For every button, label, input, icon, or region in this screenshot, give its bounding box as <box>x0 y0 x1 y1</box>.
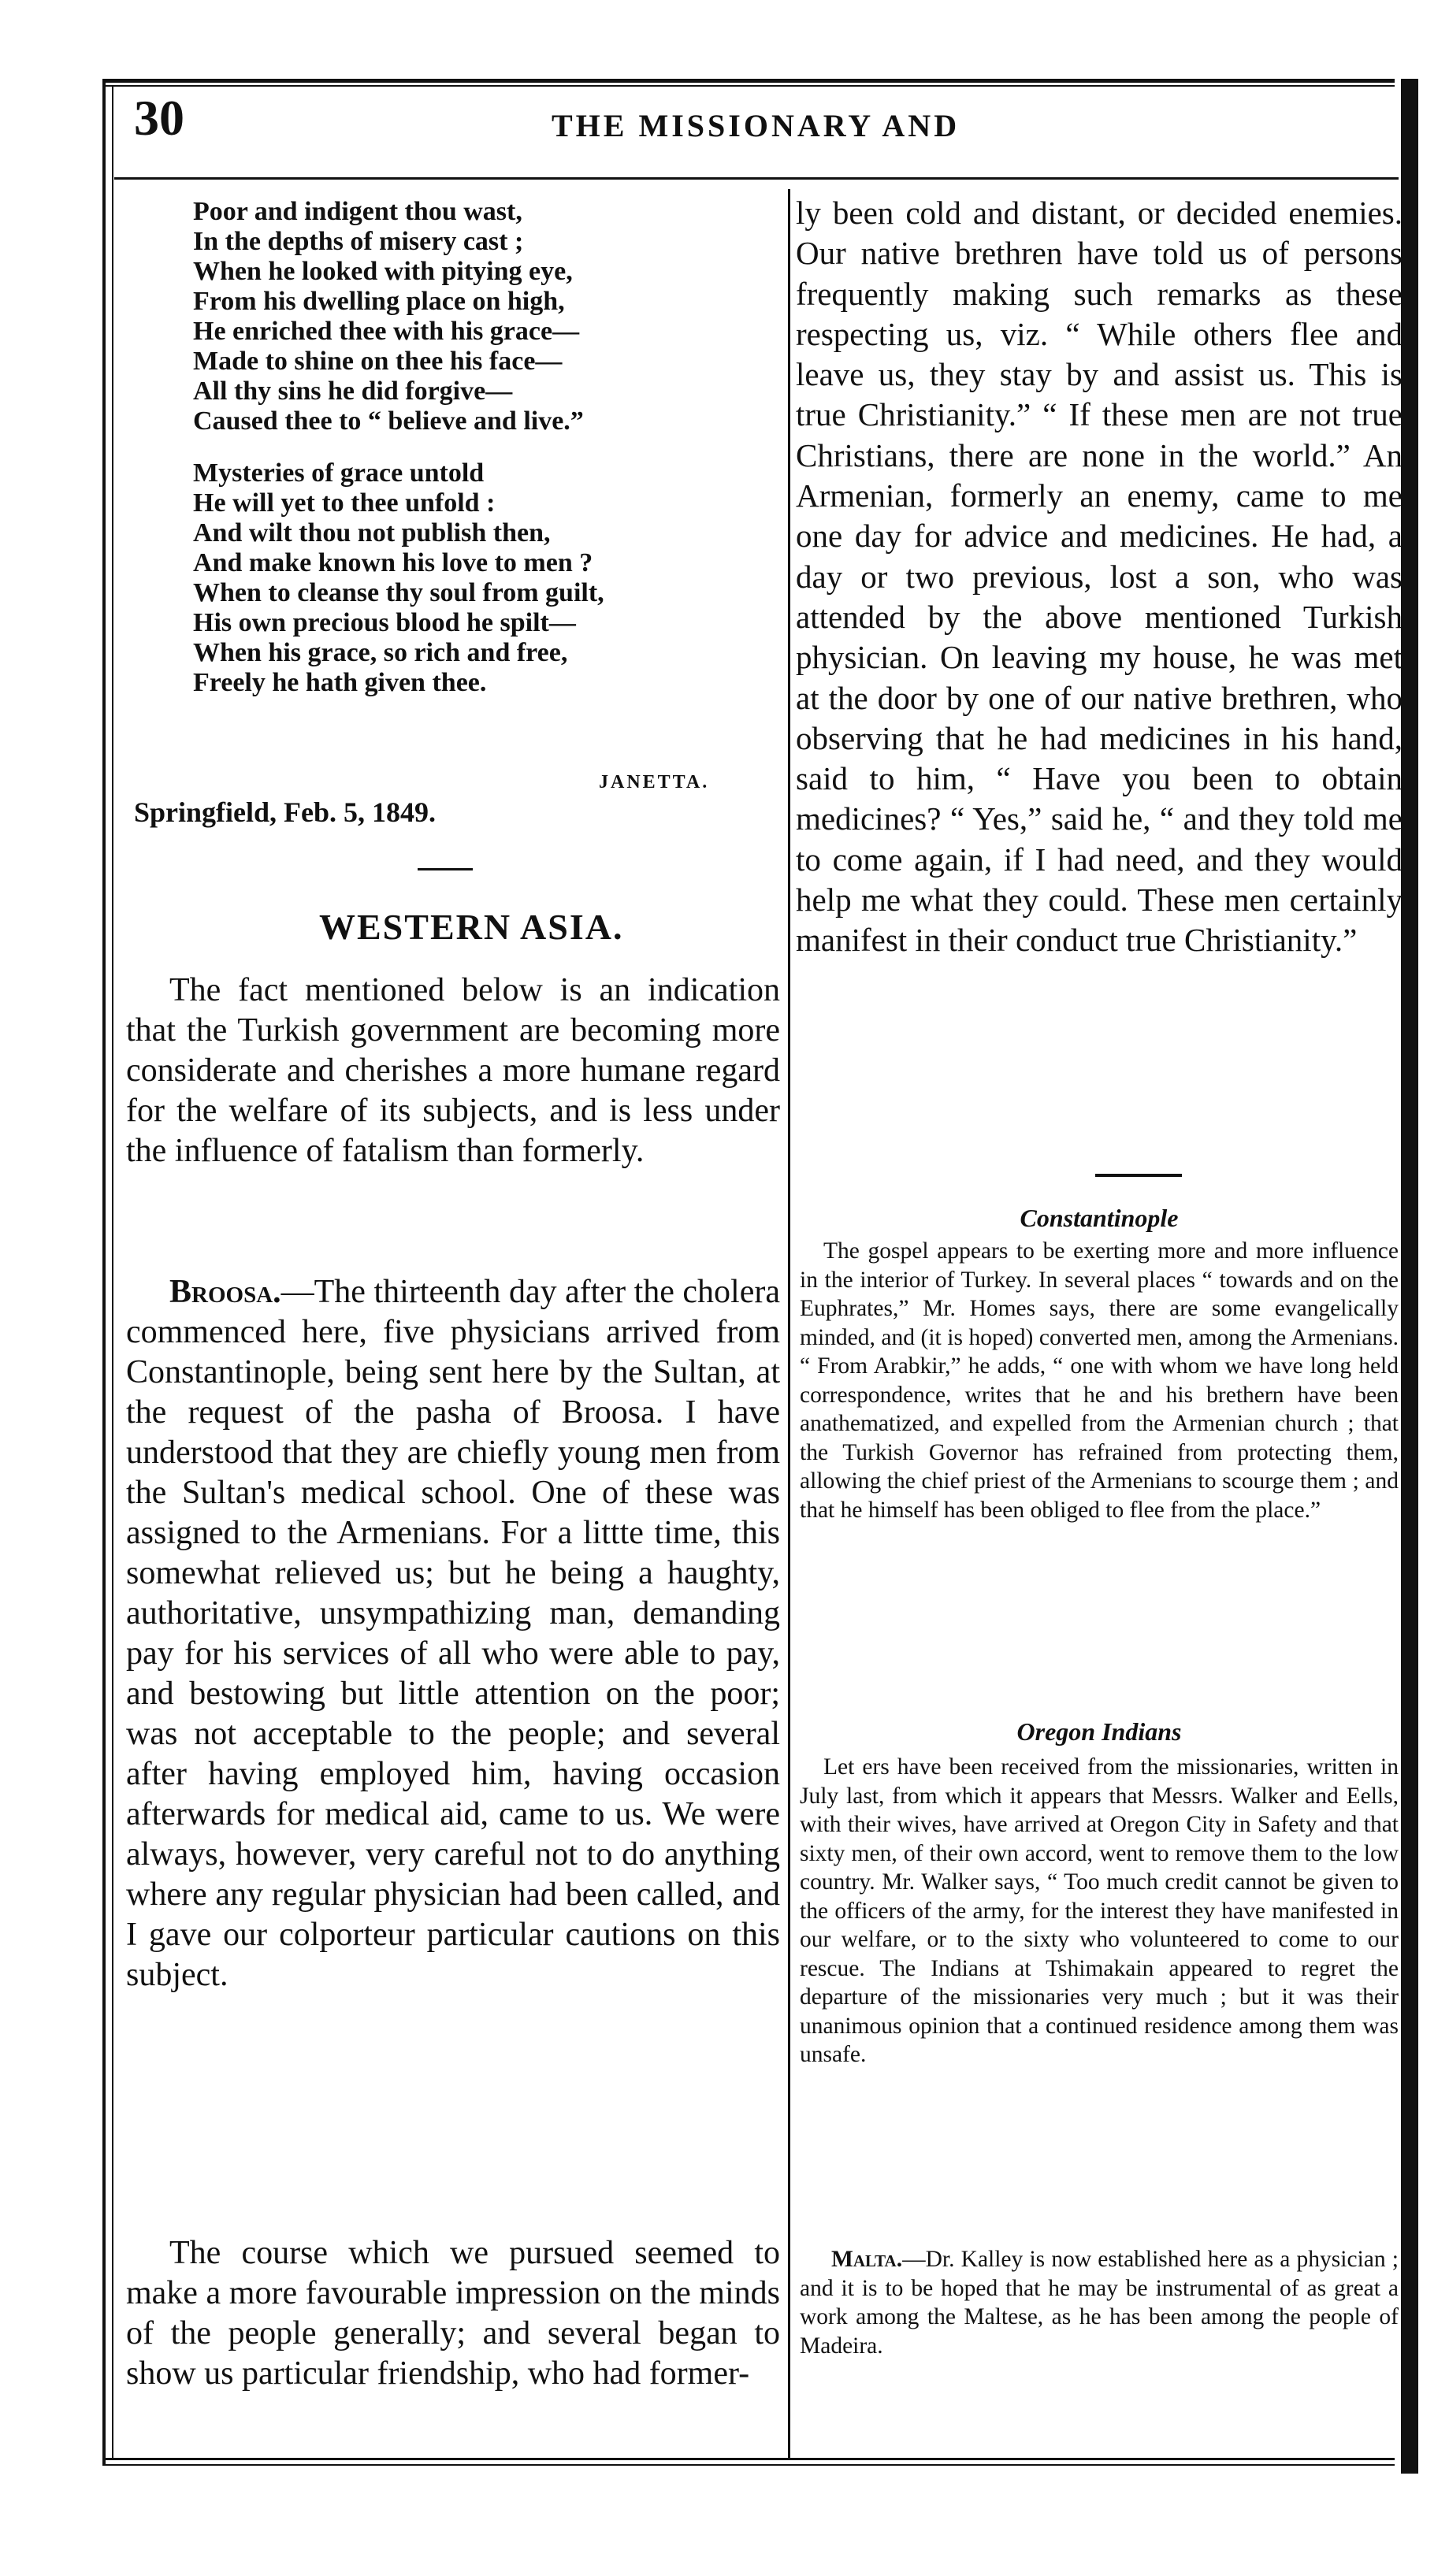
top-rule <box>102 79 1395 83</box>
broosa-body: —The thirteenth day after the cholera commenced here, five physicians arrived from Constantinople, being sent here by the Sultan, at the request of the pasha of Broosa. I have understood that they are chiefly young men from the Sultan's medical school. One of these was assigned to the Armenians. For a littte time, this somewhat relieved us; but he being a haughty, authoritative, unsympathizing man, demanding pay for his services of all who were able to pay, and bestowing but little attention on the poor; was not acceptable to the people; and several after having employed him, having occasion afterwards for medical aid, came to us. We were always, however, very careful not to do anything where any regular physician had been called, and I gave our colporteur particular cautions on this subject. <box>126 1274 780 1993</box>
poem-line: And wilt thou not publish then, <box>193 518 551 547</box>
poem-line: Caused thee to “ believe and live.” <box>193 406 584 436</box>
poem-line: All thy sins he did forgive— <box>193 377 513 406</box>
page-number: 30 <box>134 90 184 146</box>
broosa-lead: Broosa. <box>169 1274 281 1310</box>
oregon-text: Let ers have been received from the missionaries, written in July last, from which it appears that Messrs. Walker and Eells, with their wives, have arrived at Oregon City in Safety and that sixty men, of their own accord, went to remove them to the low country. Mr. Walker says, “ Too much credit cannot be given to the officers of the army, for the interest they have manifested in our welfare, or to the sixty who volunteered to come to our rescue. The Indians at Tshimakain appeared to regret the departure of the missionaries very much ; but it was their unanimous opinion that a continued residence among them was unsafe. <box>800 1754 1399 2067</box>
column-divider <box>788 189 790 2458</box>
right-separator <box>1095 1174 1182 1177</box>
bottom-rule-thin <box>102 2464 1395 2466</box>
right-edge-shadow <box>1401 79 1418 2474</box>
constantinople-text: The gospel appears to be exerting more and more influence in the interior of Turkey. In several places “ towards and on the Euphrates,” Mr. Homes says, there are some evangelically minded, and (it is hoped) converted men, among the Armenians. “ From Arabkir,” he adds, “ one with whom we have long held correspondence, writes that he and his brethern have been anathematized, and expelled from the Armenian church ; that the Turkish Governor has refrained from protecting them, allowing the chief priest of the Armenians to scourge them ; and that he himself has been obliged to flee from the place.” <box>800 1238 1399 1523</box>
poem-line: In the depths of misery cast ; <box>193 227 524 256</box>
poem <box>193 197 760 720</box>
poem-line: Made to shine on thee his face— <box>193 347 563 376</box>
poem-line: Mysteries of grace untold <box>193 458 485 488</box>
intro-paragraph <box>126 971 780 1171</box>
header-rule <box>114 177 1399 180</box>
poem-line: From his dwelling place on high, <box>193 287 565 316</box>
poem-line: When his grace, so rich and free, <box>193 638 568 667</box>
intro-text: The fact mentioned below is an indication that the Turkish government are becoming more considerate and cherishes a more humane regard for the welfare of its subjects, and is less under the influence of fatalism than formerly. <box>126 972 780 1169</box>
poem-line: His own precious blood he spilt— <box>193 608 576 637</box>
running-head: THE MISSIONARY AND <box>552 108 960 143</box>
poem-stanza-2 <box>193 458 760 698</box>
poem-dateline: Springfield, Feb. 5, 1849. <box>134 796 437 828</box>
poem-line: He will yet to thee unfold : <box>193 488 496 518</box>
left-border-thin <box>112 87 113 2459</box>
malta-paragraph <box>800 2245 1399 2360</box>
top-rule-thin <box>102 85 1395 87</box>
broosa-paragraph <box>126 1272 780 1995</box>
malta-text <box>800 2245 1399 2360</box>
continuation-text: ly been cold and distant, or decided enemies. Our native brethren have told us of persons frequently making such remarks as these respecting us, viz. “ While others flee and leave us, they stay by and assist us. This is true Christianity.” “ If these men are not true Christians, there are none in the world.” An Armenian, formerly an enemy, came to me one day for advice and medicines. He had, a day or two previous, lost a son, who was attended by the above mentioned Turkish physician. On leaving my house, he was met at the door by one of our native brethren, who observing that he had medicines in his hand, said to him, “ Have you been to obtain medicines? “ Yes,” said he, “ and they told me to come again, if I had need, and they would help me what they could. These men certainly manifest in their conduct true Christianity.” <box>796 195 1403 959</box>
poem-line: When he looked with pitying eye, <box>193 257 573 286</box>
oregon-heading: Oregon Indians <box>1016 1717 1182 1746</box>
poem-line: And make known his love to men ? <box>193 548 593 577</box>
constantinople-paragraph <box>800 1237 1399 1524</box>
constantinople-heading: Constantinople <box>1020 1204 1179 1232</box>
section-separator <box>418 868 473 870</box>
malta-lead: Malta. <box>831 2247 903 2272</box>
bottom-rule <box>102 2458 1395 2460</box>
left-border <box>102 79 106 2466</box>
course-text: The course which we pursued seemed to make a more favourable impression on the minds of the people generally; and several began to show us particular friendship, who had former- <box>126 2235 780 2392</box>
poem-stanza-1 <box>193 197 760 436</box>
malta-body: —Dr. Kalley is now established here as a physician ; and it is to be hoped that he may be instrumental of as great a work among the Maltese, as he has been among the people of Madeira. <box>800 2247 1399 2359</box>
course-paragraph <box>126 2233 780 2394</box>
broosa-text <box>126 1272 780 1995</box>
poem-line: When to cleanse thy soul from guilt, <box>193 578 604 607</box>
section-title: WESTERN ASIA. <box>319 907 624 947</box>
oregon-paragraph <box>800 1753 1399 2069</box>
poem-signature: JANETTA. <box>599 772 710 792</box>
poem-line: He enriched thee with his grace— <box>193 317 580 346</box>
poem-line: Poor and indigent thou wast, <box>193 197 522 226</box>
poem-line: Freely he hath given thee. <box>193 668 487 697</box>
right-column-continuation <box>796 193 1403 961</box>
